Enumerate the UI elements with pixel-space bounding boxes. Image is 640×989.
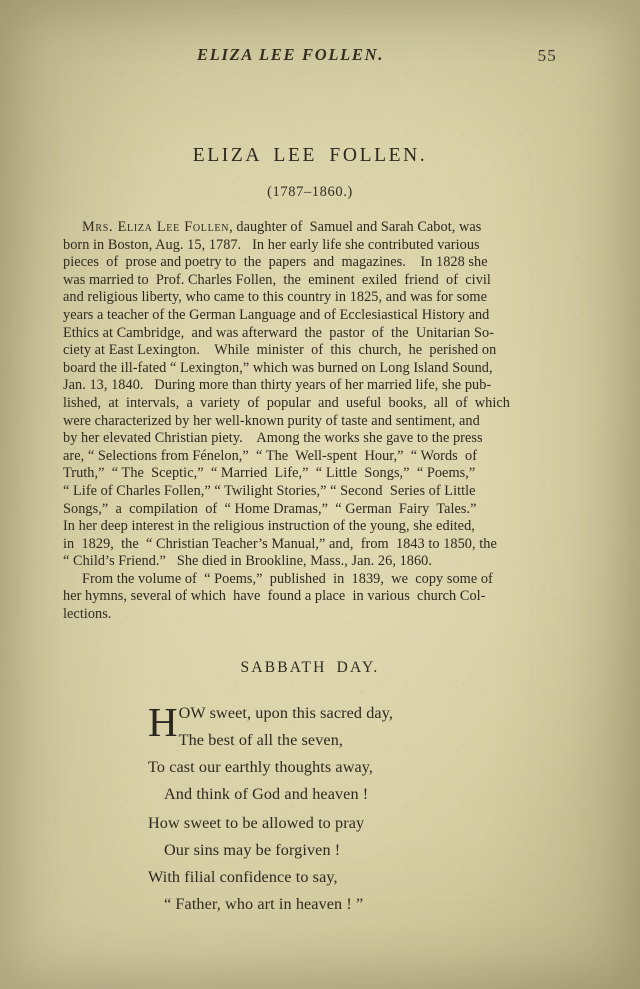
prose-line: lections. bbox=[63, 606, 112, 623]
prose-line: In her deep interest in the religious instruction of the young, she edited, bbox=[63, 518, 475, 535]
subject-name-smallcaps: Mrs. Eliza Lee Follen bbox=[82, 219, 230, 235]
prose-line: Ethics at Cambridge, and was afterward the pastor of the Unitarian So- bbox=[63, 324, 494, 341]
prose-line: lished, at intervals, a variety of popular and useful books, all of which bbox=[63, 394, 510, 411]
drop-cap: H bbox=[148, 699, 178, 745]
prose-line: ciety at East Lexington. While minister of this church, he perished on bbox=[63, 342, 497, 359]
prose-line: Truth,” “ The Sceptic,” “ Married Life,” “ Little Songs,” “ Poems,” bbox=[63, 465, 476, 482]
poem-stanza bbox=[63, 700, 557, 808]
prose-line: pieces of prose and poetry to the papers and magazines. In 1828 she bbox=[63, 254, 488, 271]
poem-title: SABBATH DAY. bbox=[240, 659, 380, 676]
prose-line: born in Boston, Aug. 15, 1787. In her early life she contributed various bbox=[63, 236, 480, 253]
page-number: 55 bbox=[537, 46, 557, 65]
running-head bbox=[63, 45, 557, 69]
poem-line: How sweet to be allowed to pray bbox=[148, 814, 365, 832]
poem-line: To cast our earthly thoughts away, bbox=[148, 758, 374, 776]
prose-line: “ Child’s Friend.” She died in Brookline, Mass., Jan. 26, 1860. bbox=[63, 553, 432, 570]
prose-line: Songs,” a compilation of “ Home Dramas,” “ German Fairy Tales.” bbox=[63, 500, 477, 517]
prose-line: From the volume of “ Poems,” published in 1839, we copy some of bbox=[82, 570, 493, 587]
running-head-title: ELIZA LEE FOLLEN. bbox=[197, 45, 385, 64]
prose-line: were characterized by her well-known purity of taste and sentiment, and bbox=[63, 412, 480, 429]
prose-line: in 1829, the “ Christian Teacher’s Manual,” and, from 1843 to 1850, the bbox=[63, 535, 497, 552]
prose-line bbox=[63, 219, 557, 237]
prose-body bbox=[63, 219, 557, 624]
poem-line: With filial confidence to say, bbox=[148, 868, 338, 886]
text-block bbox=[63, 0, 557, 989]
prose-line: was married to Prof. Charles Follen, the eminent exiled friend of civil bbox=[63, 271, 491, 288]
prose-line: board the ill-fated “ Lexington,” which was burned on Long Island Sound, bbox=[63, 359, 493, 376]
prose-line: her hymns, several of which have found a place in various church Col- bbox=[63, 588, 486, 605]
prose-line: “ Life of Charles Follen,” “ Twilight Stories,” “ Second Series of Little bbox=[63, 482, 476, 499]
poem-line-text: OW sweet, upon this sacred day, bbox=[178, 704, 393, 722]
prose-line: years a teacher of the German Language and of Ecclesiastical History and bbox=[63, 306, 490, 323]
prose-line-text: , daughter of Samuel and Sarah Cabot, was bbox=[229, 219, 482, 235]
poem-stanza bbox=[63, 810, 557, 918]
prose-line: by her elevated Christian piety. Among the works she gave to the press bbox=[63, 430, 483, 447]
poem-line: Our sins may be forgiven ! bbox=[164, 841, 341, 859]
poem-line: “ Father, who art in heaven ! ” bbox=[164, 895, 364, 913]
prose-line: are, “ Selections from Fénelon,” “ The Well-spent Hour,” “ Words of bbox=[63, 447, 478, 464]
prose-line: and religious liberty, who came to this country in 1825, and was for some bbox=[63, 289, 487, 306]
chapter-dates: (1787–1860.) bbox=[267, 184, 353, 200]
chapter-title: ELIZA LEE FOLLEN. bbox=[192, 145, 428, 166]
prose-line: Jan. 13, 1840. During more than thirty years of her married life, she pub- bbox=[63, 377, 492, 394]
poem-line: The best of all the seven, bbox=[178, 731, 344, 749]
poem-line: And think of God and heaven ! bbox=[164, 785, 369, 803]
